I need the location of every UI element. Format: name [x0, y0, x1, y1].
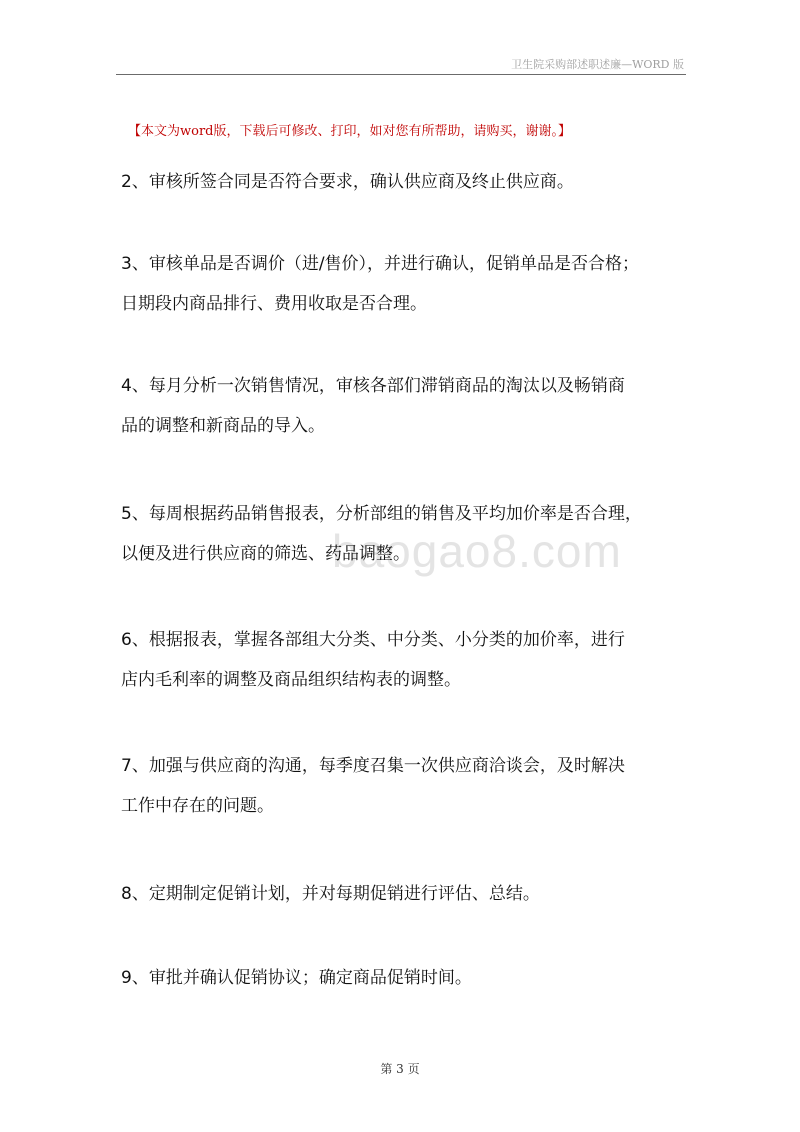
paragraph-line: 8、定期制定促销计划，并对每期促销进行评估、总结。 — [121, 884, 540, 904]
watermark-text: baogao8.com — [332, 525, 622, 577]
download-notice: 【本文为word版，下载后可修改、打印，如对您有所帮助，请购买，谢谢。】 — [128, 124, 571, 139]
paragraph-line: 6、根据报表，掌握各部组大分类、中分类、小分类的加价率，进行 — [121, 630, 625, 650]
page-number: 第 3 页 — [380, 1062, 420, 1076]
paragraph-line: 2、审核所签合同是否符合要求，确认供应商及终止供应商。 — [121, 172, 574, 192]
paragraph-line: 9、审批并确认促销协议；确定商品促销时间。 — [121, 968, 472, 988]
paragraph-item-4 — [121, 366, 691, 446]
paragraph-item-9 — [121, 958, 691, 998]
paragraph-line: 5、每周根据药品销售报表，分析部组的销售及平均加价率是否合理， — [121, 504, 642, 524]
paragraph-line: 店内毛利率的调整及商品组织结构表的调整。 — [121, 670, 461, 690]
paragraph-line: 4、每月分析一次销售情况，审核各部们滞销商品的淘汰以及畅销商 — [121, 376, 625, 396]
paragraph-item-8 — [121, 874, 691, 914]
paragraph-line: 工作中存在的问题。 — [121, 796, 274, 816]
paragraph-line: 3、审核单品是否调价（进/售价），并进行确认，促销单品是否合格； — [121, 254, 640, 274]
page-header — [116, 52, 686, 75]
paragraph-item-3 — [121, 244, 691, 324]
paragraph-item-5 — [121, 494, 691, 574]
paragraph-line: 品的调整和新商品的导入。 — [121, 416, 325, 436]
paragraph-item-2 — [121, 162, 691, 202]
header-title: 卫生院采购部述职述廉—WORD 版 — [511, 58, 684, 71]
paragraph-item-7 — [121, 746, 691, 826]
paragraph-item-6 — [121, 620, 691, 700]
paragraph-line: 以便及进行供应商的筛选、药品调整。 — [121, 544, 410, 564]
paragraph-line: 7、加强与供应商的沟通，每季度召集一次供应商洽谈会，及时解决 — [121, 756, 625, 776]
paragraph-line: 日期段内商品排行、费用收取是否合理。 — [121, 294, 427, 314]
